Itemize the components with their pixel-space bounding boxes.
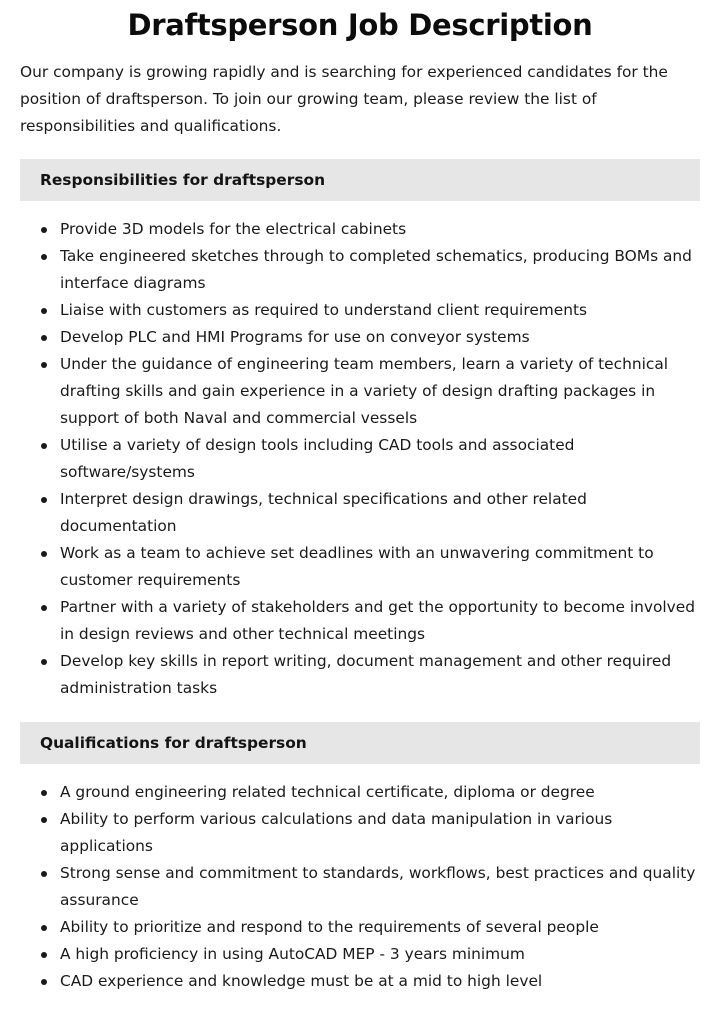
list-item bbox=[20, 243, 700, 297]
list-item bbox=[20, 432, 700, 486]
bullet-icon bbox=[41, 362, 47, 368]
qualifications-header: Qualifications for draftsperson bbox=[20, 722, 700, 764]
list-item bbox=[20, 779, 700, 806]
list-item bbox=[20, 648, 700, 702]
list-item-text: A ground engineering related technical certificate, diploma or degree bbox=[60, 783, 595, 801]
bullet-icon bbox=[41, 497, 47, 503]
bullet-icon bbox=[41, 817, 47, 823]
bullet-icon bbox=[41, 335, 47, 341]
bullet-icon bbox=[41, 925, 47, 931]
list-item-text: Liaise with customers as required to understand client requirements bbox=[60, 301, 588, 319]
list-item bbox=[20, 860, 700, 914]
list-item-text: Under the guidance of engineering team members, learn a variety of technical drafting skills and gain experience in a variety of design drafting packages in support of both Naval and commercial vessels bbox=[60, 355, 669, 427]
list-item bbox=[20, 486, 700, 540]
bullet-icon bbox=[41, 659, 47, 665]
list-item-text: Partner with a variety of stakeholders and get the opportunity to become involved in design reviews and other technical meetings bbox=[60, 598, 696, 643]
list-item bbox=[20, 324, 700, 351]
intro-paragraph: Our company is growing rapidly and is searching for experienced candidates for the position of draftsperson. To join our growing team, please review the list of responsibilities and qualifications. bbox=[20, 63, 668, 135]
list-item-text: A high proficiency in using AutoCAD MEP - 3 years minimum bbox=[60, 945, 525, 963]
bullet-icon bbox=[41, 605, 47, 611]
bullet-icon bbox=[41, 871, 47, 877]
list-item bbox=[20, 351, 700, 432]
bullet-icon bbox=[41, 952, 47, 958]
bullet-icon bbox=[41, 979, 47, 985]
list-item-text: Work as a team to achieve set deadlines with an unwavering commitment to customer requirements bbox=[60, 544, 654, 589]
bullet-icon bbox=[41, 254, 47, 260]
list-item-text: Develop PLC and HMI Programs for use on conveyor systems bbox=[60, 328, 530, 346]
bullet-icon bbox=[41, 551, 47, 557]
list-item bbox=[20, 540, 700, 594]
list-item-text: Interpret design drawings, technical specifications and other related documentation bbox=[60, 490, 587, 535]
list-item bbox=[20, 806, 700, 860]
bullet-icon bbox=[41, 790, 47, 796]
list-item-text: CAD experience and knowledge must be at a mid to high level bbox=[60, 972, 543, 990]
bullet-icon bbox=[41, 443, 47, 449]
list-item-text: Ability to prioritize and respond to the requirements of several people bbox=[60, 918, 599, 936]
list-item bbox=[20, 941, 700, 968]
list-item-text: Utilise a variety of design tools including CAD tools and associated software/systems bbox=[60, 436, 575, 481]
bullet-icon bbox=[41, 308, 47, 314]
responsibilities-header: Responsibilities for draftsperson bbox=[20, 159, 700, 201]
responsibilities-list bbox=[20, 216, 700, 702]
list-item bbox=[20, 914, 700, 941]
qualifications-list bbox=[20, 779, 700, 995]
list-item-text: Strong sense and commitment to standards, workflows, best practices and quality assurance bbox=[60, 864, 696, 909]
bullet-icon bbox=[41, 227, 47, 233]
list-item-text: Develop key skills in report writing, document management and other required administration tasks bbox=[60, 652, 672, 697]
list-item-text: Ability to perform various calculations and data manipulation in various applications bbox=[60, 810, 613, 855]
list-item-text: Take engineered sketches through to completed schematics, producing BOMs and interface diagrams bbox=[60, 247, 692, 292]
list-item bbox=[20, 216, 700, 243]
list-item bbox=[20, 297, 700, 324]
list-item bbox=[20, 968, 700, 995]
page-title: Draftsperson Job Description bbox=[127, 8, 593, 42]
list-item bbox=[20, 594, 700, 648]
list-item-text: Provide 3D models for the electrical cabinets bbox=[60, 220, 407, 238]
